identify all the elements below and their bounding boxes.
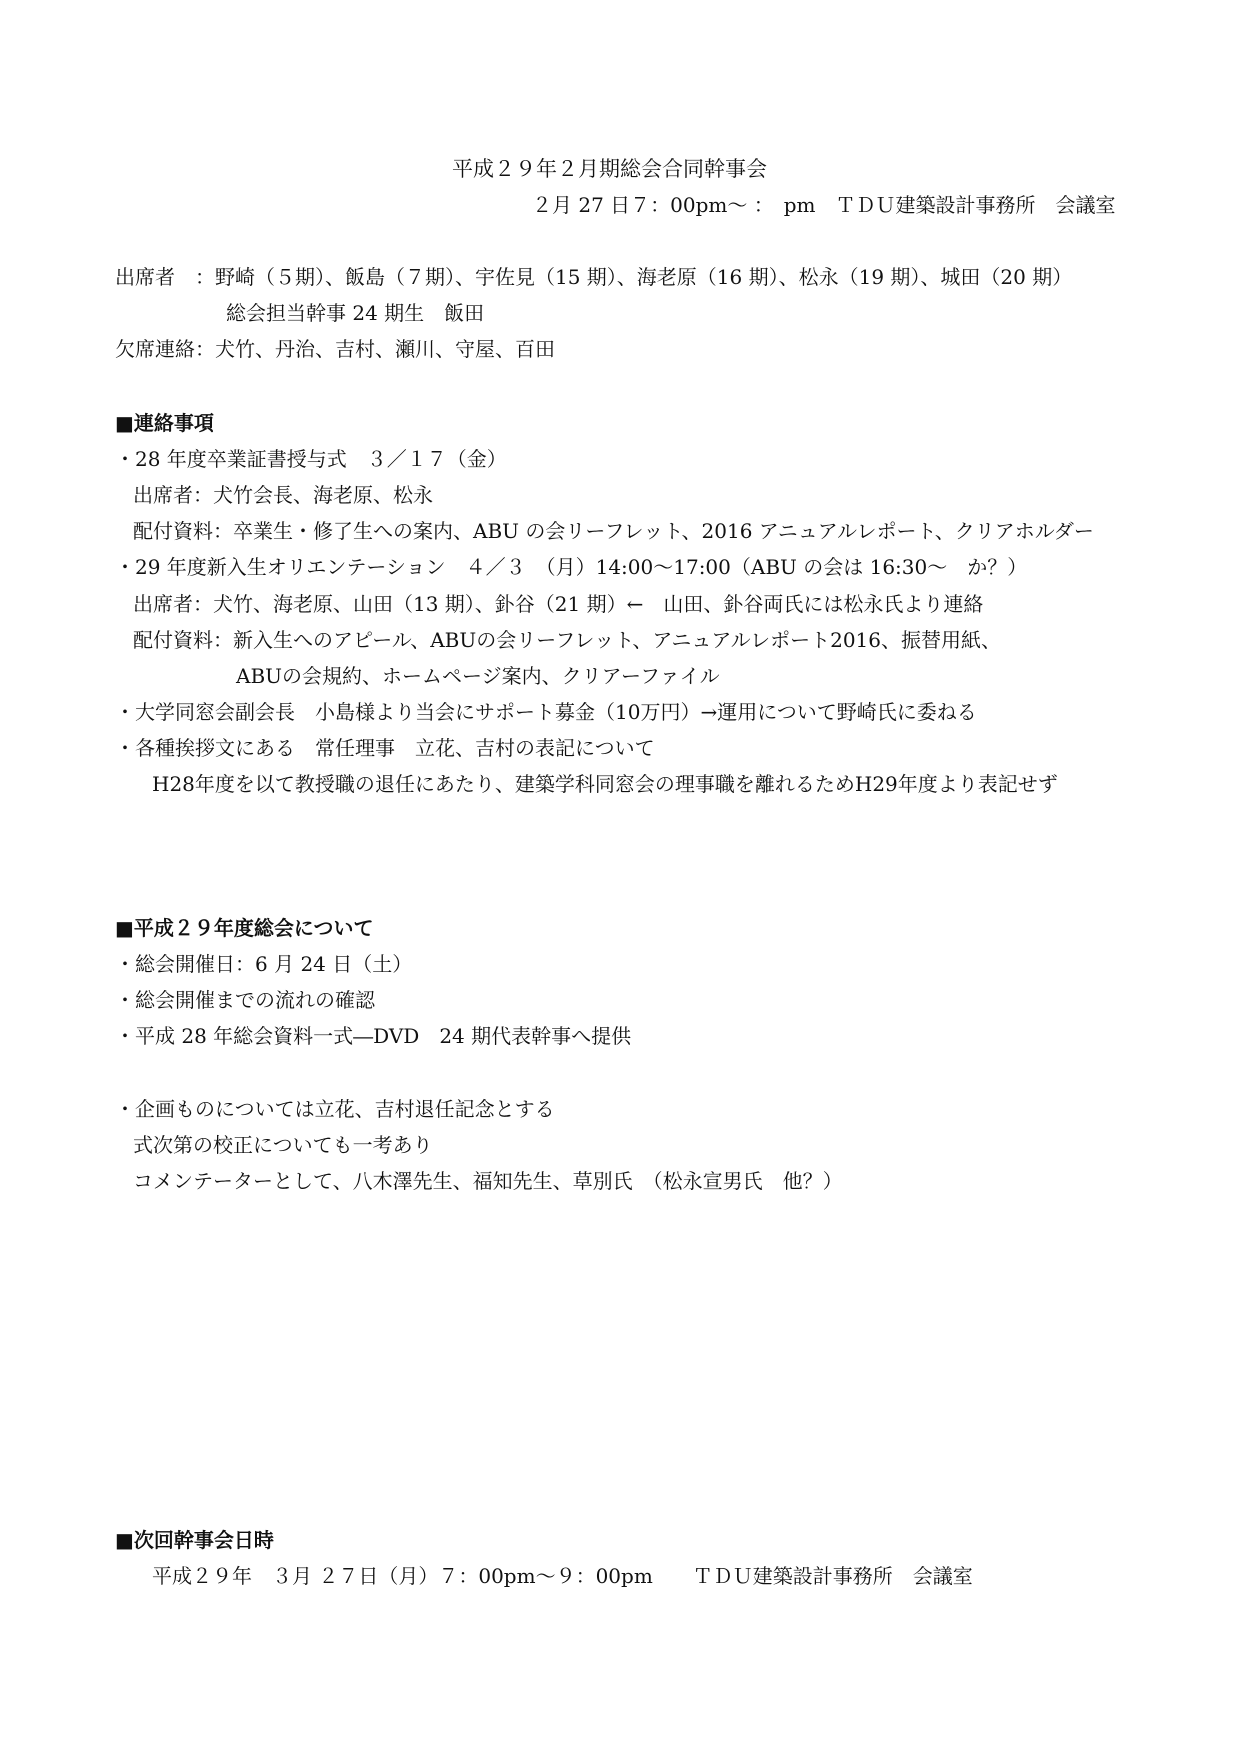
list-item: 出席者：犬竹、海老原、山田（13 期）、釙谷（21 期）← 山田、釙谷両氏には松永氏より連絡 xyxy=(133,592,984,616)
document-title: 平成２９年２月期総会合同幹事会 xyxy=(452,157,767,181)
list-item: コメンテーターとして、八木澤先生、福知先生、草別氏 （松永宣男氏 他？） xyxy=(133,1169,843,1193)
list-item: 出席者：犬竹会長、海老原、松永 xyxy=(133,483,433,507)
list-item: ・各種挨拶文にある 常任理事 立花、吉村の表記について xyxy=(115,736,655,760)
list-item: 配付資料：卒業生・修了生への案内、ABU の会リーフレット、2016 アニュアルレポート、クリアホルダー xyxy=(133,519,1094,543)
list-item: ABUの会規約、ホームページ案内、クリアーファイル xyxy=(236,664,720,688)
list-item: ・28 年度卒業証書授与式 ３／１７（金） xyxy=(115,447,507,471)
section-heading-general-meeting: ■平成２９年度総会について xyxy=(115,916,374,940)
list-item: 配付資料：新入生へのアピール、ABUの会リーフレット、アニュアルレポート2016、振替用紙、 xyxy=(133,628,1001,652)
meeting-datetime: ２月 27 日７：00pm～ ： pm ＴＤＵ建築設計事務所 会議室 xyxy=(532,193,1116,217)
absent-line: 欠席連絡：犬竹、丹治、吉村、瀬川、守屋、百田 xyxy=(115,337,555,361)
next-meeting-detail: 平成２９年 ３月 ２７日（月）７：00pm～９：00pm ＴＤＵ建築設計事務所 会議室 xyxy=(152,1564,973,1588)
section-heading-next-meeting: ■次回幹事会日時 xyxy=(115,1528,274,1552)
attendees-line-cont: 総会担当幹事 24 期生 飯田 xyxy=(226,301,485,325)
list-item: ・総会開催日：6 月 24 日（土） xyxy=(115,952,413,976)
list-item: ・29 年度新入生オリエンテーション ４／３ （月）14:00～17:00（ABU の会は 16:30～ か？） xyxy=(115,555,1028,579)
list-item: ・総会開催までの流れの確認 xyxy=(115,988,375,1012)
section-heading-contact: ■連絡事項 xyxy=(115,411,214,435)
list-item: 式次第の校正についても一考あり xyxy=(133,1133,433,1157)
attendees-line: 出席者 ：野崎（５期）、飯島（７期）、宇佐見（15 期）、海老原（16 期）、松永（19 期）、城田（20 期） xyxy=(115,265,1073,289)
list-item: ・企画ものについては立花、吉村退任記念とする xyxy=(115,1097,555,1121)
list-item: ・平成 28 年総会資料一式―DVD 24 期代表幹事へ提供 xyxy=(115,1024,632,1048)
list-item: H28年度を以て教授職の退任にあたり、建築学科同窓会の理事職を離れるためH29年度より表記せず xyxy=(152,772,1058,796)
list-item: ・大学同窓会副会長 小島様より当会にサポート募金（10万円）→運用について野崎氏に委ねる xyxy=(115,700,977,724)
